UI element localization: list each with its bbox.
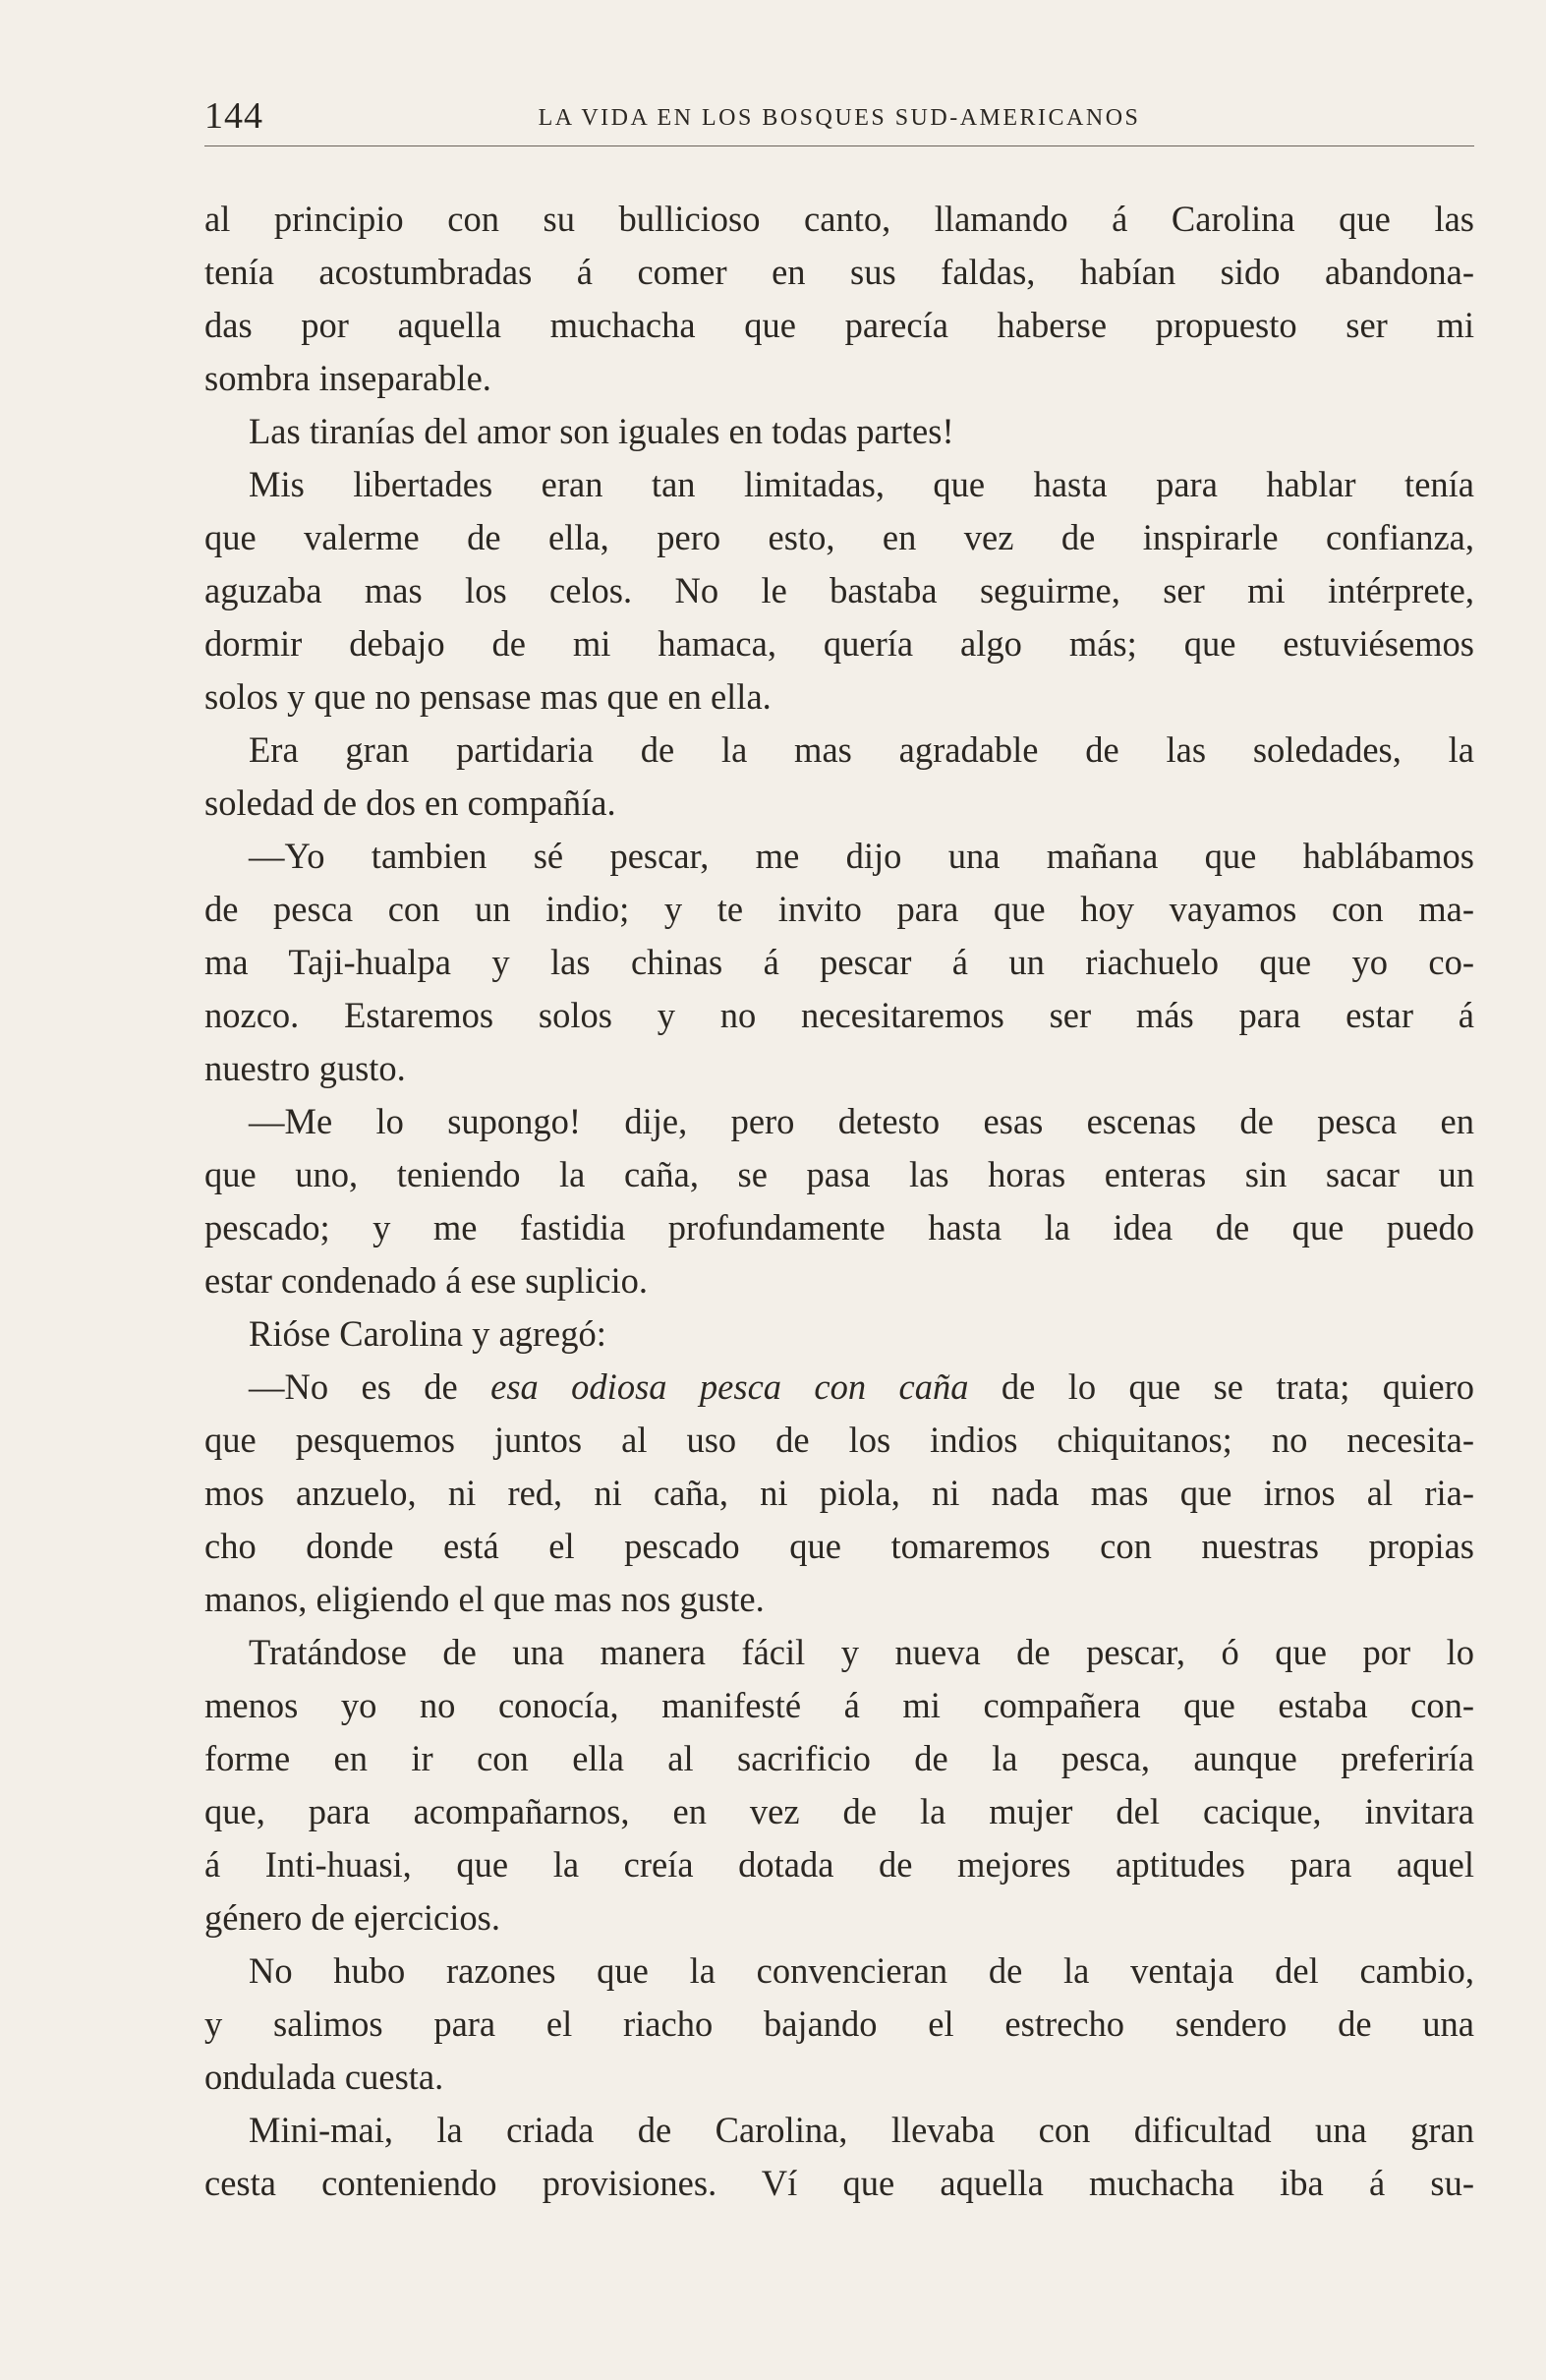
- text-line: Las tiranías del amor son iguales en todas partes!: [249, 411, 954, 451]
- body-text: [204, 193, 1474, 2210]
- page-number: 144: [204, 95, 263, 137]
- text-line: cho donde está el pescado que tomaremos con nuestras propias: [204, 1526, 1474, 1566]
- text-line: solos y que no pensase mas que en ella.: [204, 676, 772, 717]
- text-line: sombra inseparable.: [204, 358, 491, 398]
- text-line: ondulada cuesta.: [204, 2057, 444, 2097]
- text-line: y salimos para el riacho bajando el estrecho sendero de una: [204, 2003, 1474, 2044]
- text-line: al principio con su bullicioso canto, llamando á Carolina que las: [204, 199, 1474, 239]
- text-line: que, para acompañarnos, en vez de la mujer del cacique, invitara: [204, 1791, 1474, 1831]
- header-rule: [204, 145, 1474, 146]
- text-line: manos, eligiendo el que mas nos guste.: [204, 1579, 765, 1619]
- text-line: nuestro gusto.: [204, 1048, 406, 1088]
- text-line: das por aquella muchacha que parecía haberse propuesto ser mi: [204, 305, 1474, 345]
- text-line: Tratándose de una manera fácil y nueva de pescar, ó que por lo: [249, 1632, 1474, 1672]
- text-line: género de ejercicios.: [204, 1897, 500, 1938]
- italic-phrase: esa odiosa pesca con caña: [490, 1366, 969, 1407]
- text-line: que valerme de ella, pero esto, en vez de inspirarle confianza,: [204, 517, 1474, 557]
- text-line: —Me lo supongo! dije, pero detesto esas escenas de pesca en: [249, 1101, 1474, 1141]
- text-line: mos anzuelo, ni red, ni caña, ni piola, ni nada mas que irnos al ria-: [204, 1473, 1474, 1513]
- text-line: soledad de dos en compañía.: [204, 783, 616, 823]
- text-line: á Inti-huasi, que la creía dotada de mejores aptitudes para aquel: [204, 1844, 1474, 1885]
- text-segment: —No es de: [249, 1366, 491, 1407]
- text-line-with-italic: [204, 1361, 1474, 1414]
- text-line: Mis libertades eran tan limitadas, que hasta para hablar tenía: [249, 464, 1474, 504]
- text-line: nozco. Estaremos solos y no necesitaremos ser más para estar á: [204, 995, 1474, 1035]
- text-line: ma Taji-hualpa y las chinas á pescar á un riachuelo que yo co-: [204, 942, 1474, 982]
- text-line: de pesca con un indio; y te invito para que hoy vayamos con ma-: [204, 889, 1474, 929]
- text-line: Mini-mai, la criada de Carolina, llevaba con dificultad una gran: [249, 2110, 1474, 2150]
- text-line: que uno, teniendo la caña, se pasa las horas enteras sin sacar un: [204, 1154, 1474, 1194]
- text-line: cesta conteniendo provisiones. Ví que aquella muchacha iba á su-: [204, 2163, 1474, 2203]
- text-line: estar condenado á ese suplicio.: [204, 1260, 649, 1301]
- text-line: pescado; y me fastidia profundamente hasta la idea de que puedo: [204, 1207, 1474, 1248]
- text-line: aguzaba mas los celos. No le bastaba seguirme, ser mi intérprete,: [204, 570, 1474, 610]
- text-line: que pesquemos juntos al uso de los indios chiquitanos; no necesita-: [204, 1420, 1474, 1460]
- text-line: menos yo no conocía, manifesté á mi compañera que estaba con-: [204, 1685, 1474, 1725]
- text-segment: de lo que se trata; quiero: [968, 1366, 1474, 1407]
- text-line: dormir debajo de mi hamaca, quería algo más; que estuviésemos: [204, 623, 1474, 664]
- text-line: Rióse Carolina y agregó:: [249, 1313, 606, 1354]
- text-line: tenía acostumbradas á comer en sus faldas, habían sido abandona-: [204, 252, 1474, 292]
- text-line: —Yo tambien sé pescar, me dijo una mañana que hablábamos: [249, 836, 1474, 876]
- text-line: forme en ir con ella al sacrificio de la pesca, aunque preferiría: [204, 1738, 1474, 1778]
- text-line: Era gran partidaria de la mas agradable de las soledades, la: [249, 729, 1474, 770]
- running-head: LA VIDA EN LOS BOSQUES SUD-AMERICANOS: [538, 105, 1141, 131]
- text-line: No hubo razones que la convencieran de la ventaja del cambio,: [249, 1950, 1474, 1991]
- page-header: [204, 90, 1474, 145]
